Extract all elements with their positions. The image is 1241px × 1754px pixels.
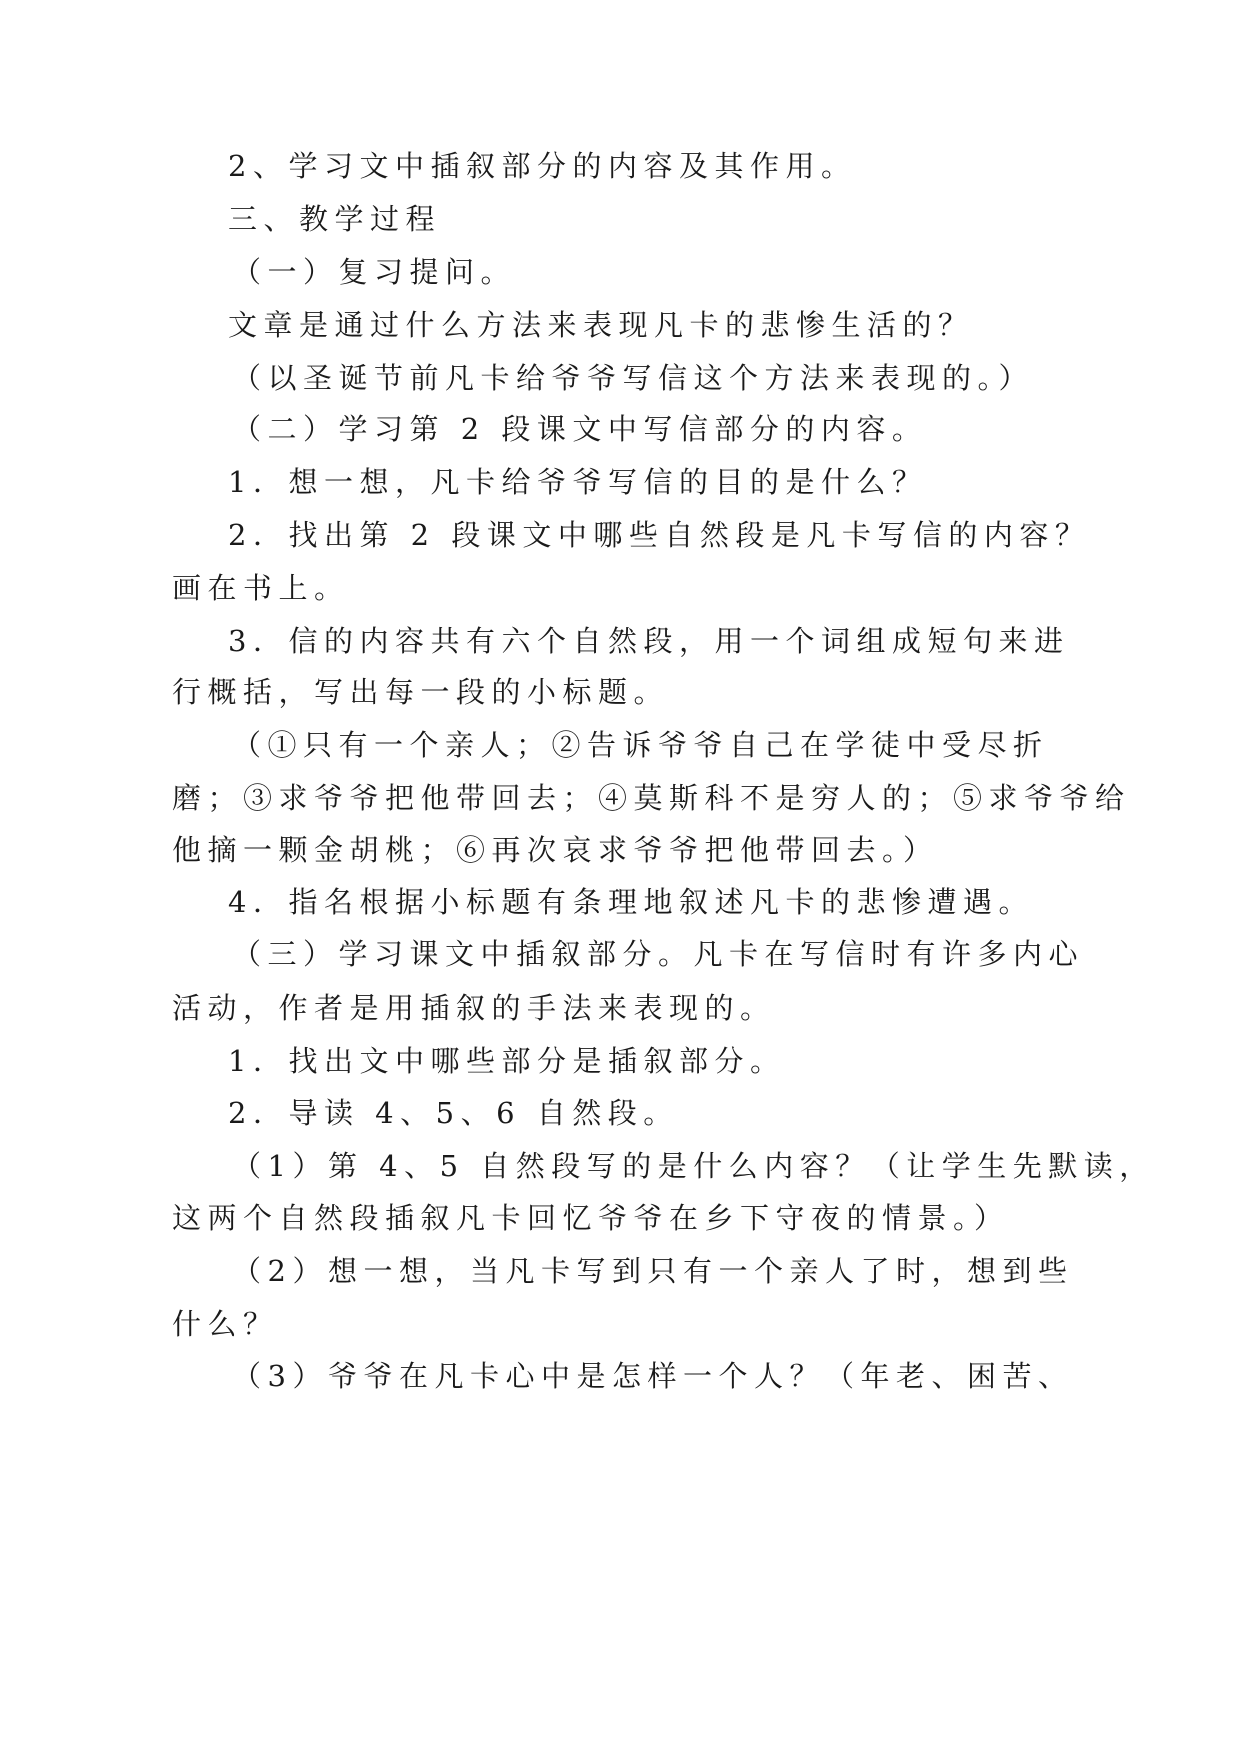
- text-line: 文章是通过什么方法来表现凡卡的悲惨生活的？: [228, 308, 974, 342]
- text-line: （①只有一个亲人；②告诉爷爷自己在学徒中受尽折: [232, 728, 1049, 762]
- text-line: 这两个自然段插叙凡卡回忆爷爷在乡下守夜的情景。）: [172, 1201, 1010, 1235]
- section-heading: 三、教学过程: [228, 202, 442, 236]
- text-line: （2）想一想，当凡卡写到只有一个亲人了时，想到些: [232, 1254, 1074, 1288]
- text-line: 2、学习文中插叙部分的内容及其作用。: [228, 149, 857, 183]
- text-line: （以圣诞节前凡卡给爷爷写信这个方法来表现的。）: [232, 361, 1035, 395]
- text-line: （3）爷爷在凡卡心中是怎样一个人？（年老、困苦、: [232, 1359, 1074, 1393]
- text-line: 2．导读 4、5、6 自然段。: [228, 1096, 679, 1130]
- text-line: 什么？: [172, 1307, 279, 1341]
- text-line: 1．找出文中哪些部分是插叙部分。: [228, 1044, 786, 1078]
- text-line: 1．想一想，凡卡给爷爷写信的目的是什么？: [228, 465, 928, 499]
- text-line: 3．信的内容共有六个自然段，用一个词组成短句来进: [228, 624, 1070, 658]
- subsection-heading: （三）学习课文中插叙部分。凡卡在写信时有许多内心: [232, 937, 1085, 971]
- text-line: 磨；③求爷爷把他带回去；④莫斯科不是穷人的；⑤求爷爷给: [172, 781, 1131, 815]
- text-line: 画在书上。: [172, 571, 350, 605]
- subsection-heading: （二）学习第 2 段课文中写信部分的内容。: [232, 412, 928, 446]
- text-line: （1）第 4、5 自然段写的是什么内容？（让学生先默读，: [232, 1149, 1155, 1183]
- text-line: 4．指名根据小标题有条理地叙述凡卡的悲惨遭遇。: [228, 885, 1034, 919]
- subsection-heading: （一）复习提问。: [232, 255, 517, 289]
- text-line: 2．找出第 2 段课文中哪些自然段是凡卡写信的内容？: [228, 518, 1091, 552]
- text-line: 他摘一颗金胡桃；⑥再次哀求爷爷把他带回去。）: [172, 833, 939, 867]
- text-line: 行概括，写出每一段的小标题。: [172, 675, 670, 709]
- text-line: 活动，作者是用插叙的手法来表现的。: [172, 991, 776, 1025]
